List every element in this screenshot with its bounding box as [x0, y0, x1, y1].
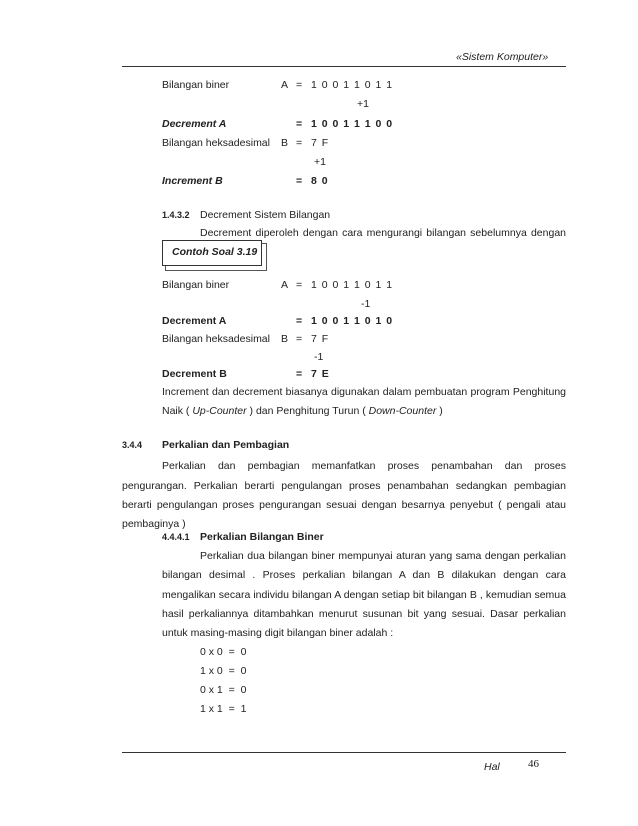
section-4441-line-1: Perkalian dua bilangan biner mempunyai aturan yang sama dengan perkalian: [200, 550, 566, 562]
b2-row4-label: Decrement B: [162, 368, 227, 380]
section-344-line-1: Perkalian dan pembagian memanfatkan proses penambahan dan proses: [162, 460, 566, 472]
b1-row4-label: Increment B: [162, 175, 223, 187]
b1-row3-value: 7 F: [311, 137, 330, 149]
down-counter-term: Down-Counter: [368, 405, 437, 417]
b1-row1-op: +1: [357, 98, 369, 110]
b1-row3-op: +1: [314, 156, 326, 168]
b2-row3-label: Bilangan heksadesimal: [162, 333, 270, 345]
footer-rule: [122, 752, 566, 753]
b2-row1-label: Bilangan biner: [162, 279, 230, 291]
rule-1x0: 1 x 0 = 0: [200, 665, 247, 677]
b2-row1-var: A: [281, 279, 289, 291]
summary-text-c: ) dan Penghitung Turun (: [246, 405, 369, 417]
b2-row1-eq: =: [296, 279, 303, 291]
section-4441-line-5: untuk masing-masing digit bilangan biner adalah :: [162, 627, 394, 639]
header-rule: [122, 66, 566, 67]
b1-row1-var: A: [281, 79, 289, 91]
summary-line-1: Increment dan decrement biasanya digunakan dalam pembuatan program Penghitung: [162, 386, 566, 398]
section-4441-line-4: hasil perkaliannya ditambahkan menurut susunan bit yang sesuai. Dasar perkalian: [162, 608, 566, 620]
summary-text-e: ): [436, 405, 443, 417]
section-4441-line-2: bilangan desimal . Proses perkalian bilangan A dan B dilakukan dengan cara: [162, 569, 566, 581]
section-1432-title: Decrement Sistem Bilangan: [200, 209, 331, 221]
footer-hal-label: Hal: [484, 761, 500, 773]
b1-row1-label: Bilangan biner: [162, 79, 230, 91]
b1-row4-eq: =: [296, 175, 303, 187]
section-344-line-3: berarti pengulangan proses pengurangan sesuai dengan besarnya penyebut ( pengali atau: [122, 499, 566, 511]
section-1432-number: 1.4.3.2: [162, 210, 190, 220]
b1-row1-eq: =: [296, 79, 303, 91]
b1-row4-value: 8 0: [311, 175, 329, 187]
b1-row3-eq: =: [296, 137, 303, 149]
up-counter-term: Up-Counter: [192, 405, 247, 417]
b1-row2-value: 1 0 0 1 1 1 0 0: [311, 118, 394, 130]
b1-row2-label: Decrement A: [162, 118, 227, 130]
b2-row4-value: 7 E: [311, 368, 330, 380]
b1-row2-eq: =: [296, 118, 303, 130]
b2-row2-value: 1 0 0 1 1 0 1 0: [311, 315, 394, 327]
b2-row3-var: B: [281, 333, 289, 345]
b1-row1-value: 1 0 0 1 1 0 1 1: [311, 79, 394, 91]
b2-row1-value: 1 0 0 1 1 0 1 1: [311, 279, 394, 291]
b2-row3-value: 7 F: [311, 333, 330, 345]
rule-1x1: 1 x 1 = 1: [200, 703, 247, 715]
b2-row2-label: Decrement A: [162, 315, 227, 327]
header-title: «Sistem Komputer»: [456, 51, 549, 63]
summary-text-a: Naik (: [162, 405, 193, 417]
example-callout: [162, 240, 264, 268]
b2-row1-op: -1: [361, 298, 371, 310]
section-4441-title: Perkalian Bilangan Biner: [200, 531, 324, 543]
rule-0x1: 0 x 1 = 0: [200, 684, 247, 696]
summary-line-2: [162, 404, 443, 418]
section-344-line-2: pengurangan. Perkalian berarti pengulangan proses penambahan sedangkan pembagian: [122, 480, 566, 492]
section-344-number: 3.4.4: [122, 440, 143, 450]
b2-row3-op: -1: [314, 351, 324, 363]
b2-row2-eq: =: [296, 315, 303, 327]
section-344-line-4: pembaginya ): [122, 518, 186, 530]
section-344-title: Perkalian dan Pembagian: [162, 439, 290, 451]
b2-row4-eq: =: [296, 368, 303, 380]
callout-label: Contoh Soal 3.19: [172, 246, 258, 258]
section-4441-line-3: mengalikan secara individu bilangan A dengan setiap bit bilangan B , kemudian semua: [162, 589, 566, 601]
b1-row3-label: Bilangan heksadesimal: [162, 137, 270, 149]
rule-0x0: 0 x 0 = 0: [200, 646, 247, 658]
b1-row3-var: B: [281, 137, 289, 149]
page-number: 46: [528, 758, 539, 770]
section-1432-text: Decrement diperoleh dengan cara mengurangi bilangan sebelumnya dengan: [200, 227, 566, 239]
b2-row3-eq: =: [296, 333, 303, 345]
section-4441-number: 4.4.4.1: [162, 532, 190, 542]
